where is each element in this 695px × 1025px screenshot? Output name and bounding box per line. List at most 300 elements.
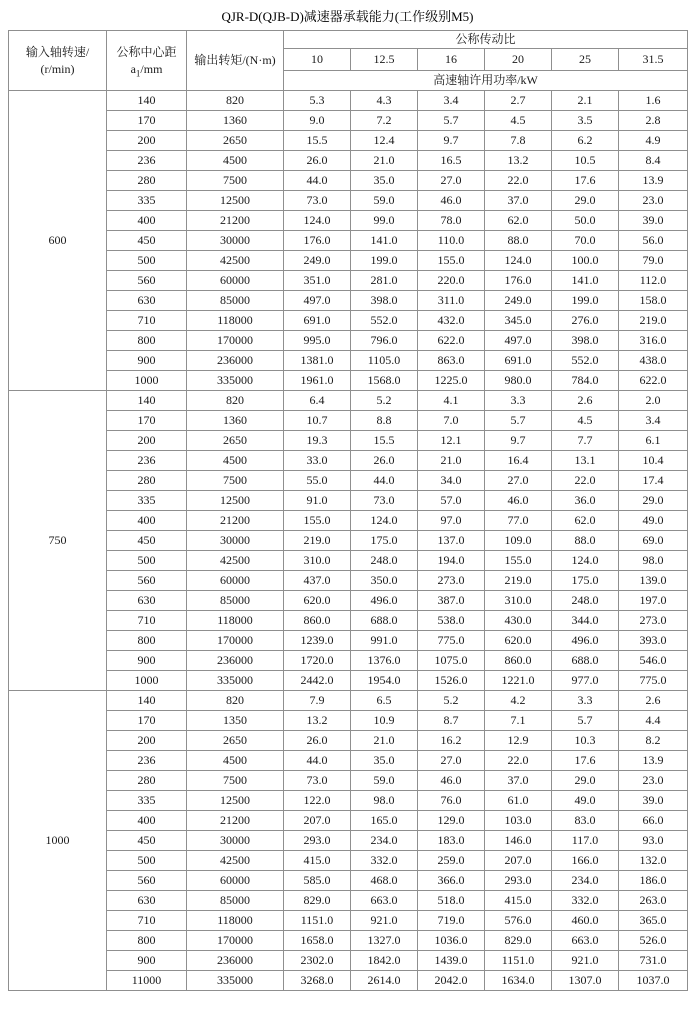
power-cell: 7.1 [485,711,552,731]
power-cell: 4.9 [619,131,688,151]
center-distance-cell: 236 [107,151,187,171]
power-cell: 863.0 [418,351,485,371]
output-torque-cell: 4500 [187,451,284,471]
power-cell: 248.0 [552,591,619,611]
center-distance-cell: 900 [107,951,187,971]
power-cell: 29.0 [552,771,619,791]
power-cell: 29.0 [552,191,619,211]
power-cell: 688.0 [351,611,418,631]
output-torque-cell: 42500 [187,251,284,271]
ratio-header-cell: 12.5 [351,49,418,71]
power-cell: 13.9 [619,171,688,191]
power-cell: 552.0 [552,351,619,371]
power-cell: 100.0 [552,251,619,271]
power-cell: 183.0 [418,831,485,851]
power-cell: 8.7 [418,711,485,731]
power-cell: 16.5 [418,151,485,171]
center-distance-cell: 200 [107,731,187,751]
power-cell: 12.4 [351,131,418,151]
power-cell: 91.0 [284,491,351,511]
power-cell: 3.5 [552,111,619,131]
power-cell: 199.0 [351,251,418,271]
output-torque-cell: 60000 [187,271,284,291]
table-row [9,671,688,691]
power-cell: 22.0 [485,751,552,771]
power-cell: 1327.0 [351,931,418,951]
power-cell: 1225.0 [418,371,485,391]
power-cell: 13.2 [485,151,552,171]
power-cell: 585.0 [284,871,351,891]
power-cell: 688.0 [552,651,619,671]
power-cell: 70.0 [552,231,619,251]
power-cell: 57.0 [418,491,485,511]
power-cell: 2.8 [619,111,688,131]
power-cell: 155.0 [485,551,552,571]
power-cell: 234.0 [351,831,418,851]
power-cell: 5.2 [418,691,485,711]
power-cell: 36.0 [552,491,619,511]
power-cell: 73.0 [351,491,418,511]
power-cell: 98.0 [351,791,418,811]
center-distance-cell: 236 [107,751,187,771]
power-cell: 26.0 [284,731,351,751]
power-cell: 1381.0 [284,351,351,371]
power-cell: 2.6 [552,391,619,411]
table-row [9,611,688,631]
power-cell: 39.0 [619,791,688,811]
table-row [9,411,688,431]
power-cell: 219.0 [485,571,552,591]
power-cell: 860.0 [284,611,351,631]
power-cell: 155.0 [284,511,351,531]
power-cell: 415.0 [485,891,552,911]
ratio-header-cell: 25 [552,49,619,71]
power-cell: 56.0 [619,231,688,251]
power-cell: 829.0 [284,891,351,911]
table-row [9,631,688,651]
power-cell: 146.0 [485,831,552,851]
power-cell: 37.0 [485,771,552,791]
power-cell: 9.0 [284,111,351,131]
power-cell: 124.0 [552,551,619,571]
output-torque-cell: 236000 [187,651,284,671]
power-cell: 35.0 [351,751,418,771]
power-cell: 1307.0 [552,971,619,991]
table-row [9,311,688,331]
col-header-ratio-title: 公称传动比 [284,31,688,49]
power-cell: 829.0 [485,931,552,951]
output-torque-cell: 118000 [187,311,284,331]
power-cell: 34.0 [418,471,485,491]
power-cell: 83.0 [552,811,619,831]
power-cell: 281.0 [351,271,418,291]
output-torque-cell: 85000 [187,591,284,611]
power-cell: 129.0 [418,811,485,831]
power-cell: 921.0 [351,911,418,931]
center-distance-unit: /mm [140,61,163,76]
power-cell: 46.0 [485,491,552,511]
output-torque-cell: 118000 [187,911,284,931]
power-cell: 5.7 [552,711,619,731]
power-cell: 344.0 [552,611,619,631]
power-cell: 1568.0 [351,371,418,391]
center-distance-cell: 140 [107,91,187,111]
table-row [9,911,688,931]
power-cell: 76.0 [418,791,485,811]
center-distance-label: 公称中心距 [116,44,177,59]
power-cell: 2.6 [619,691,688,711]
table-row [9,371,688,391]
output-torque-cell: 820 [187,691,284,711]
power-cell: 79.0 [619,251,688,271]
table-row [9,351,688,371]
table-row [9,711,688,731]
power-cell: 1658.0 [284,931,351,951]
power-cell: 538.0 [418,611,485,631]
power-cell: 10.9 [351,711,418,731]
power-cell: 98.0 [619,551,688,571]
power-cell: 59.0 [351,771,418,791]
table-row [9,791,688,811]
col-header-input-speed [9,31,107,91]
power-cell: 366.0 [418,871,485,891]
center-distance-cell: 500 [107,851,187,871]
power-cell: 432.0 [418,311,485,331]
power-cell: 5.2 [351,391,418,411]
center-distance-cell: 140 [107,691,187,711]
output-torque-cell: 1350 [187,711,284,731]
table-row [9,771,688,791]
power-cell: 13.1 [552,451,619,471]
output-torque-cell: 170000 [187,331,284,351]
power-cell: 122.0 [284,791,351,811]
table-row [9,731,688,751]
col-header-output-torque: 输出转矩/(N·m) [187,31,284,91]
power-cell: 977.0 [552,671,619,691]
table-row [9,971,688,991]
power-cell: 576.0 [485,911,552,931]
center-distance-cell: 450 [107,231,187,251]
power-cell: 7.0 [418,411,485,431]
power-cell: 16.4 [485,451,552,471]
output-torque-cell: 7500 [187,471,284,491]
power-cell: 194.0 [418,551,485,571]
power-cell: 1720.0 [284,651,351,671]
table-row [9,111,688,131]
output-torque-cell: 335000 [187,971,284,991]
center-distance-cell: 335 [107,491,187,511]
output-torque-cell: 1360 [187,111,284,131]
power-cell: 293.0 [284,831,351,851]
center-distance-cell: 200 [107,131,187,151]
table-row [9,131,688,151]
center-distance-cell: 710 [107,911,187,931]
power-cell: 622.0 [619,371,688,391]
output-torque-cell: 12500 [187,191,284,211]
power-cell: 921.0 [552,951,619,971]
power-cell: 437.0 [284,571,351,591]
center-distance-cell: 500 [107,551,187,571]
power-cell: 33.0 [284,451,351,471]
power-cell: 249.0 [485,291,552,311]
power-cell: 497.0 [485,331,552,351]
power-cell: 5.7 [485,411,552,431]
power-cell: 176.0 [485,271,552,291]
power-cell: 44.0 [284,171,351,191]
output-torque-cell: 42500 [187,851,284,871]
table-row [9,271,688,291]
table-row [9,811,688,831]
center-distance-cell: 710 [107,611,187,631]
power-cell: 186.0 [619,871,688,891]
power-cell: 3.4 [418,91,485,111]
table-row [9,891,688,911]
center-distance-cell: 450 [107,531,187,551]
power-cell: 7.7 [552,431,619,451]
power-cell: 61.0 [485,791,552,811]
power-cell: 991.0 [351,631,418,651]
power-cell: 165.0 [351,811,418,831]
power-cell: 398.0 [351,291,418,311]
power-cell: 155.0 [418,251,485,271]
center-distance-cell: 170 [107,111,187,131]
power-cell: 109.0 [485,531,552,551]
power-cell: 4.1 [418,391,485,411]
center-distance-cell: 630 [107,891,187,911]
power-cell: 55.0 [284,471,351,491]
power-cell: 1376.0 [351,651,418,671]
center-distance-cell: 560 [107,571,187,591]
power-cell: 350.0 [351,571,418,591]
power-cell: 775.0 [619,671,688,691]
power-cell: 10.3 [552,731,619,751]
power-cell: 124.0 [284,211,351,231]
power-cell: 10.7 [284,411,351,431]
power-cell: 3.4 [619,411,688,431]
power-cell: 293.0 [485,871,552,891]
table-row [9,831,688,851]
power-cell: 3268.0 [284,971,351,991]
power-cell: 132.0 [619,851,688,871]
power-cell: 9.7 [485,431,552,451]
input-speed-cell: 600 [9,91,107,391]
table-row [9,531,688,551]
power-cell: 620.0 [284,591,351,611]
power-cell: 44.0 [284,751,351,771]
power-cell: 10.5 [552,151,619,171]
power-cell: 207.0 [485,851,552,871]
center-distance-cell: 170 [107,411,187,431]
power-cell: 4.4 [619,711,688,731]
table-row [9,851,688,871]
output-torque-cell: 7500 [187,771,284,791]
power-cell: 176.0 [284,231,351,251]
power-cell: 7.8 [485,131,552,151]
output-torque-cell: 85000 [187,891,284,911]
power-cell: 1037.0 [619,971,688,991]
power-cell: 16.2 [418,731,485,751]
output-torque-cell: 85000 [187,291,284,311]
center-distance-cell: 560 [107,271,187,291]
power-cell: 23.0 [619,771,688,791]
power-cell: 21.0 [418,451,485,471]
power-cell: 995.0 [284,331,351,351]
power-cell: 2042.0 [418,971,485,991]
power-cell: 219.0 [619,311,688,331]
ratio-header-cell: 10 [284,49,351,71]
power-cell: 263.0 [619,891,688,911]
power-cell: 46.0 [418,191,485,211]
center-distance-cell: 335 [107,191,187,211]
power-cell: 78.0 [418,211,485,231]
power-cell: 784.0 [552,371,619,391]
center-distance-cell: 560 [107,871,187,891]
power-cell: 775.0 [418,631,485,651]
power-cell: 496.0 [552,631,619,651]
power-cell: 438.0 [619,351,688,371]
power-cell: 259.0 [418,851,485,871]
center-distance-subscript: 1 [135,67,141,78]
power-cell: 69.0 [619,531,688,551]
power-cell: 365.0 [619,911,688,931]
power-cell: 1239.0 [284,631,351,651]
power-cell: 2.1 [552,91,619,111]
power-cell: 1439.0 [418,951,485,971]
table-row [9,171,688,191]
power-cell: 2302.0 [284,951,351,971]
output-torque-cell: 21200 [187,211,284,231]
power-cell: 3.3 [552,691,619,711]
power-cell: 19.3 [284,431,351,451]
power-cell: 468.0 [351,871,418,891]
power-cell: 7.2 [351,111,418,131]
output-torque-cell: 60000 [187,571,284,591]
power-cell: 44.0 [351,471,418,491]
power-cell: 12.1 [418,431,485,451]
power-cell: 1526.0 [418,671,485,691]
power-cell: 175.0 [552,571,619,591]
power-cell: 4.5 [552,411,619,431]
power-cell: 332.0 [351,851,418,871]
center-distance-cell: 170 [107,711,187,731]
table-row [9,331,688,351]
center-distance-cell: 800 [107,631,187,651]
power-cell: 22.0 [485,171,552,191]
table-row [9,931,688,951]
center-distance-cell: 710 [107,311,187,331]
power-cell: 15.5 [351,431,418,451]
power-cell: 23.0 [619,191,688,211]
power-cell: 199.0 [552,291,619,311]
power-cell: 7.9 [284,691,351,711]
output-torque-cell: 236000 [187,351,284,371]
power-cell: 73.0 [284,191,351,211]
power-cell: 137.0 [418,531,485,551]
power-cell: 2.0 [619,391,688,411]
power-cell: 6.2 [552,131,619,151]
power-cell: 460.0 [552,911,619,931]
power-cell: 311.0 [418,291,485,311]
power-cell: 6.5 [351,691,418,711]
center-distance-cell: 900 [107,651,187,671]
power-cell: 88.0 [552,531,619,551]
power-cell: 546.0 [619,651,688,671]
table-row [9,951,688,971]
power-cell: 158.0 [619,291,688,311]
power-cell: 8.2 [619,731,688,751]
power-cell: 10.4 [619,451,688,471]
power-cell: 59.0 [351,191,418,211]
center-distance-cell: 280 [107,771,187,791]
power-cell: 1.6 [619,91,688,111]
power-cell: 5.7 [418,111,485,131]
power-cell: 1075.0 [418,651,485,671]
center-distance-cell: 400 [107,811,187,831]
output-torque-cell: 170000 [187,631,284,651]
power-cell: 6.4 [284,391,351,411]
col-header-power-title: 高速轴许用功率/kW [284,71,688,91]
input-speed-cell: 1000 [9,691,107,991]
power-cell: 719.0 [418,911,485,931]
output-torque-cell: 60000 [187,871,284,891]
power-cell: 496.0 [351,591,418,611]
power-cell: 248.0 [351,551,418,571]
center-distance-cell: 280 [107,171,187,191]
center-distance-cell: 800 [107,931,187,951]
power-cell: 21.0 [351,151,418,171]
center-distance-symbol: a [130,61,136,76]
output-torque-cell: 21200 [187,511,284,531]
power-cell: 166.0 [552,851,619,871]
output-torque-cell: 2650 [187,731,284,751]
col-header-center-distance [107,31,187,91]
output-torque-cell: 118000 [187,611,284,631]
output-torque-cell: 335000 [187,371,284,391]
power-cell: 273.0 [418,571,485,591]
ratio-header-cell: 16 [418,49,485,71]
power-cell: 310.0 [284,551,351,571]
power-cell: 124.0 [485,251,552,271]
output-torque-cell: 30000 [187,831,284,851]
power-cell: 1105.0 [351,351,418,371]
power-cell: 1151.0 [284,911,351,931]
power-cell: 393.0 [619,631,688,651]
power-cell: 249.0 [284,251,351,271]
table-row [9,251,688,271]
power-cell: 796.0 [351,331,418,351]
power-cell: 220.0 [418,271,485,291]
table-row [9,211,688,231]
power-cell: 1954.0 [351,671,418,691]
power-cell: 860.0 [485,651,552,671]
power-cell: 273.0 [619,611,688,631]
power-cell: 1961.0 [284,371,351,391]
power-cell: 1634.0 [485,971,552,991]
power-cell: 29.0 [619,491,688,511]
power-cell: 207.0 [284,811,351,831]
power-cell: 980.0 [485,371,552,391]
power-cell: 5.3 [284,91,351,111]
power-cell: 622.0 [418,331,485,351]
output-torque-cell: 4500 [187,151,284,171]
table-row [9,491,688,511]
power-cell: 731.0 [619,951,688,971]
power-cell: 88.0 [485,231,552,251]
power-cell: 99.0 [351,211,418,231]
power-cell: 139.0 [619,571,688,591]
output-torque-cell: 30000 [187,231,284,251]
center-distance-cell: 630 [107,591,187,611]
